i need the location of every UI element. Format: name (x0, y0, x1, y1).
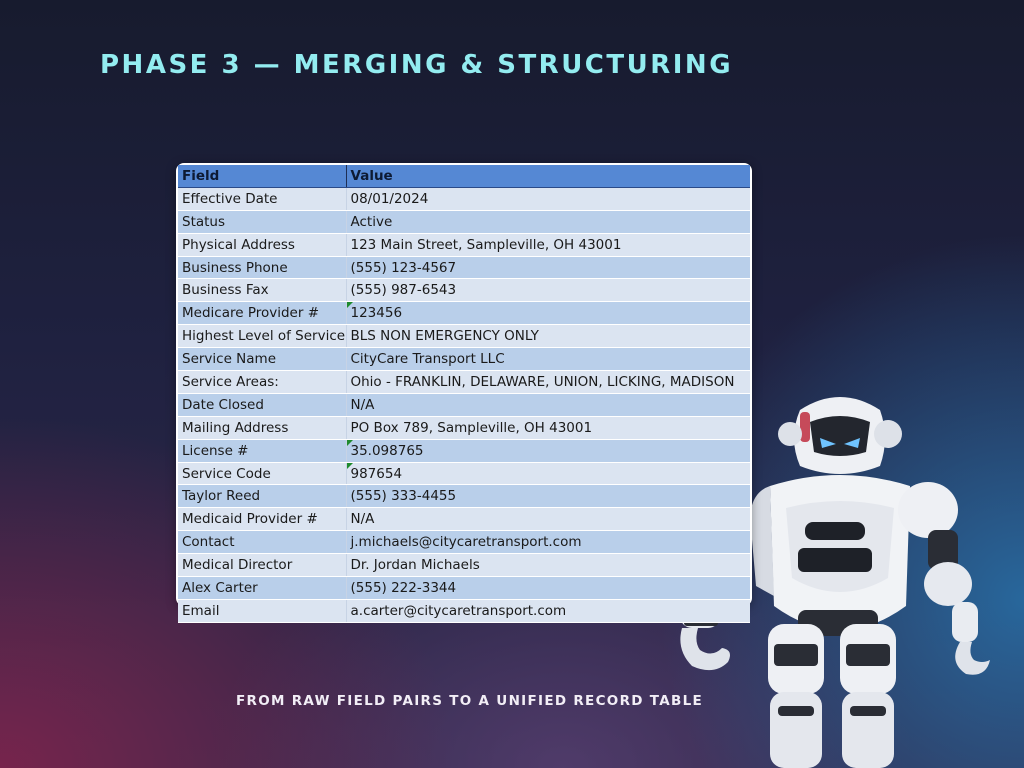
column-header-field[interactable]: Field (178, 165, 346, 187)
value-cell[interactable]: CityCare Transport LLC (346, 348, 750, 371)
table-row (178, 279, 750, 302)
value-cell[interactable]: Ohio - FRANKLIN, DELAWARE, UNION, LICKING, MADISON (346, 371, 750, 394)
table-header-row (178, 165, 750, 187)
field-cell[interactable]: Highest Level of Service (178, 325, 346, 348)
field-cell[interactable]: Alex Carter (178, 577, 346, 600)
table-row (178, 531, 750, 554)
table-body (178, 187, 750, 622)
table-row (178, 256, 750, 279)
field-cell[interactable]: Medicare Provider # (178, 302, 346, 325)
robot-torso (750, 475, 910, 630)
table-row (178, 439, 750, 462)
value-cell[interactable]: Active (346, 210, 750, 233)
table-row (178, 554, 750, 577)
value-cell[interactable]: a.carter@citycaretransport.com (346, 599, 750, 622)
record-table (178, 165, 750, 623)
table-row (178, 599, 750, 622)
value-cell[interactable]: 123 Main Street, Sampleville, OH 43001 (346, 233, 750, 256)
table-row (178, 210, 750, 233)
table-row (178, 302, 750, 325)
field-cell[interactable]: Medicaid Provider # (178, 508, 346, 531)
field-cell[interactable]: Medical Director (178, 554, 346, 577)
value-cell[interactable]: Dr. Jordan Michaels (346, 554, 750, 577)
field-cell[interactable]: Taylor Reed (178, 485, 346, 508)
value-cell[interactable]: j.michaels@citycaretransport.com (346, 531, 750, 554)
field-cell[interactable]: Status (178, 210, 346, 233)
field-cell[interactable]: Date Closed (178, 393, 346, 416)
field-cell[interactable]: License # (178, 439, 346, 462)
value-cell[interactable]: (555) 123-4567 (346, 256, 750, 279)
table-row (178, 371, 750, 394)
field-cell[interactable]: Business Phone (178, 256, 346, 279)
value-cell[interactable]: 987654 (346, 462, 750, 485)
table-row (178, 325, 750, 348)
robot-head (778, 397, 902, 474)
field-cell[interactable]: Mailing Address (178, 416, 346, 439)
value-cell[interactable]: (555) 222-3344 (346, 577, 750, 600)
record-table-card (176, 163, 752, 619)
field-cell[interactable]: Service Code (178, 462, 346, 485)
table-row (178, 393, 750, 416)
slide-caption: FROM RAW FIELD PAIRS TO A UNIFIED RECORD TABLE (236, 693, 703, 709)
table-row (178, 508, 750, 531)
value-cell[interactable]: 123456 (346, 302, 750, 325)
table-row (178, 485, 750, 508)
robot-right-arm (898, 482, 990, 675)
table-row (178, 416, 750, 439)
field-cell[interactable]: Business Fax (178, 279, 346, 302)
field-cell[interactable]: Contact (178, 531, 346, 554)
table-row (178, 577, 750, 600)
value-cell[interactable]: 08/01/2024 (346, 187, 750, 210)
value-cell[interactable]: (555) 333-4455 (346, 485, 750, 508)
value-cell[interactable]: 35.098765 (346, 439, 750, 462)
field-cell[interactable]: Physical Address (178, 233, 346, 256)
column-header-value[interactable]: Value (346, 165, 750, 187)
slide-title: PHASE 3 — MERGING & STRUCTURING (100, 50, 734, 80)
robot-legs (768, 610, 896, 768)
field-cell[interactable]: Service Name (178, 348, 346, 371)
table-row (178, 462, 750, 485)
value-cell[interactable]: PO Box 789, Sampleville, OH 43001 (346, 416, 750, 439)
value-cell[interactable]: N/A (346, 393, 750, 416)
value-cell[interactable]: (555) 987-6543 (346, 279, 750, 302)
value-cell[interactable]: BLS NON EMERGENCY ONLY (346, 325, 750, 348)
field-cell[interactable]: Effective Date (178, 187, 346, 210)
table-row (178, 233, 750, 256)
field-cell[interactable]: Email (178, 599, 346, 622)
field-cell[interactable]: Service Areas: (178, 371, 346, 394)
value-cell[interactable]: N/A (346, 508, 750, 531)
table-row (178, 187, 750, 210)
table-row (178, 348, 750, 371)
